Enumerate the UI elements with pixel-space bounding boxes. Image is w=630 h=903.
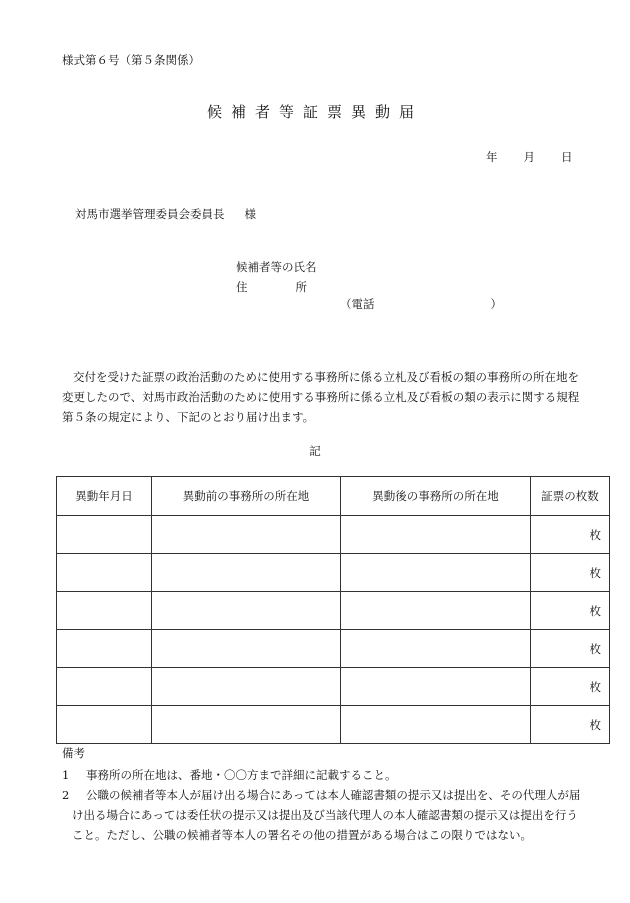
- page-title: 候補者等証票異動届: [206, 103, 423, 121]
- cell-count[interactable]: 枚: [531, 516, 610, 554]
- form-number: 様式第６号（第５条関係）: [62, 53, 200, 67]
- ki-heading: 記: [309, 444, 321, 458]
- cell-new-location[interactable]: [341, 554, 531, 592]
- date-day-label: 日: [561, 150, 573, 164]
- note-number: 1: [62, 768, 70, 782]
- cell-count[interactable]: 枚: [531, 554, 610, 592]
- cell-old-location[interactable]: [152, 554, 341, 592]
- note-item: [62, 765, 588, 785]
- cell-movement-date[interactable]: [57, 516, 152, 554]
- notes-heading: 備考: [62, 746, 85, 760]
- note-item: [62, 785, 588, 845]
- table-row: [57, 516, 610, 554]
- phone-open-label: （電話: [340, 297, 375, 311]
- cell-movement-date[interactable]: [57, 554, 152, 592]
- candidate-name-label: 候補者等の氏名: [236, 260, 317, 274]
- date-month-label: 月: [523, 150, 535, 164]
- table-header-row: [57, 477, 610, 516]
- cell-movement-date[interactable]: [57, 668, 152, 706]
- table-row: [57, 630, 610, 668]
- header-movement-date: 異動年月日: [57, 477, 152, 516]
- cell-movement-date[interactable]: [57, 592, 152, 630]
- cell-count[interactable]: 枚: [531, 630, 610, 668]
- cell-movement-date[interactable]: [57, 706, 152, 744]
- address-label-part2: 所: [295, 280, 307, 294]
- body-paragraph: 交付を受けた証票の政治活動のために使用する事務所に係る立札及び看板の類の事務所の所在地を変更したので、対馬市政治活動のために使用する事務所に係る立札及び看板の類の表示に関する規程第５条の規定により、下記のとおり届け出ます。: [62, 370, 580, 424]
- date-year-label: 年: [486, 150, 498, 164]
- note-text: 公職の候補者等本人が届け出る場合にあっては本人確認書類の提示又は提出を、その代理人が届け出る場合にあっては委任状の提示又は提出及び当該代理人の本人確認書類の提示又は提出を行うこと。ただし、公職の候補者等本人の署名その他の措置がある場合はこの限りではない。: [72, 788, 581, 842]
- phone-close-paren: ）: [490, 297, 502, 311]
- table-row: [57, 668, 610, 706]
- address-label-part1: 住: [236, 280, 248, 294]
- cell-new-location[interactable]: [341, 516, 531, 554]
- date-line: [486, 149, 573, 165]
- cell-count[interactable]: 枚: [531, 592, 610, 630]
- addressee-honorific: 様: [244, 207, 256, 221]
- addressee: [75, 206, 256, 222]
- cell-new-location[interactable]: [341, 630, 531, 668]
- cell-old-location[interactable]: [152, 630, 341, 668]
- header-new-office-location: 異動後の事務所の所在地: [341, 477, 531, 516]
- cell-old-location[interactable]: [152, 706, 341, 744]
- cell-count[interactable]: 枚: [531, 706, 610, 744]
- cell-new-location[interactable]: [341, 592, 531, 630]
- table-row: [57, 554, 610, 592]
- header-certificate-count: 証票の枚数: [531, 477, 610, 516]
- movement-table: [56, 476, 610, 744]
- table-row: [57, 706, 610, 744]
- addressee-name: 対馬市選挙管理委員会委員長: [75, 207, 225, 221]
- cell-old-location[interactable]: [152, 516, 341, 554]
- cell-count[interactable]: 枚: [531, 668, 610, 706]
- table-row: [57, 592, 610, 630]
- note-number: 2: [62, 788, 70, 802]
- cell-movement-date[interactable]: [57, 630, 152, 668]
- cell-new-location[interactable]: [341, 668, 531, 706]
- header-old-office-location: 異動前の事務所の所在地: [152, 477, 341, 516]
- candidate-address-label: [236, 279, 307, 295]
- cell-old-location[interactable]: [152, 592, 341, 630]
- phone-field: [340, 296, 502, 312]
- note-text: 事務所の所在地は、番地・〇〇方まで詳細に記載すること。: [86, 768, 397, 782]
- cell-new-location[interactable]: [341, 706, 531, 744]
- cell-old-location[interactable]: [152, 668, 341, 706]
